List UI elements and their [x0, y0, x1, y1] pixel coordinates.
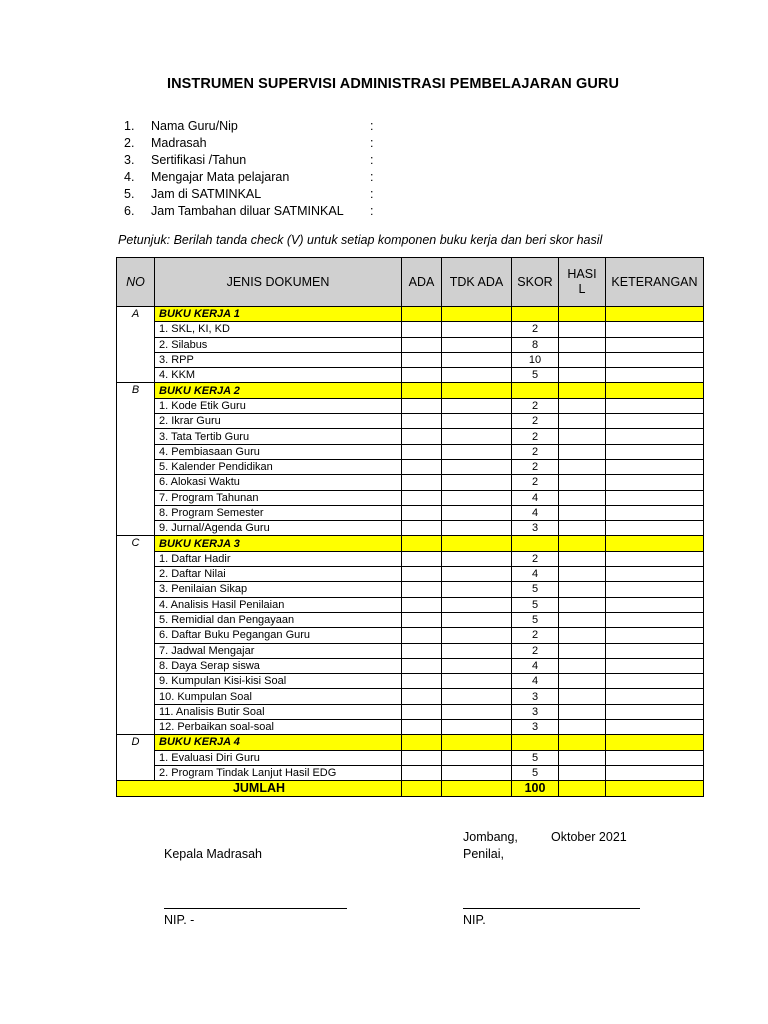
ada-cell: [402, 674, 442, 689]
head-of-madrasah-label: Kepala Madrasah: [164, 847, 262, 861]
keterangan-cell: [606, 567, 704, 582]
ada-cell: [402, 612, 442, 627]
skor-cell: 5: [512, 368, 559, 383]
table-header-row: [117, 258, 704, 307]
total-row: [117, 781, 704, 796]
tdk-ada-cell: [442, 383, 512, 398]
hasil-cell: [559, 352, 606, 367]
info-label: Nama Guru/Nip: [151, 119, 238, 133]
skor-cell: [512, 735, 559, 750]
info-row: [124, 203, 424, 220]
document-name: 4. Pembiasaan Guru: [155, 444, 402, 459]
tdk-ada-cell: [442, 720, 512, 735]
document-name: 5. Remidial dan Pengayaan: [155, 612, 402, 627]
document-name: 9. Jurnal/Agenda Guru: [155, 521, 402, 536]
document-name: 10. Kumpulan Soal: [155, 689, 402, 704]
hasil-cell: [559, 322, 606, 337]
skor-cell: 4: [512, 567, 559, 582]
tdk-ada-cell: [442, 551, 512, 566]
hasil-cell: [559, 383, 606, 398]
keterangan-cell: [606, 337, 704, 352]
section-row: [117, 536, 704, 551]
hasil-cell: [559, 536, 606, 551]
keterangan-cell: [606, 444, 704, 459]
ada-cell: [402, 720, 442, 735]
table-row: [117, 368, 704, 383]
ada-cell: [402, 567, 442, 582]
info-number: 1.: [124, 119, 135, 133]
hasil-cell: [559, 765, 606, 780]
info-number: 5.: [124, 187, 135, 201]
table-row: [117, 322, 704, 337]
skor-cell: 5: [512, 765, 559, 780]
keterangan-cell: [606, 643, 704, 658]
keterangan-cell: [606, 475, 704, 490]
info-label: Madrasah: [151, 136, 207, 150]
keterangan-cell: [606, 429, 704, 444]
ada-cell: [402, 781, 442, 796]
ada-cell: [402, 414, 442, 429]
hasil-cell: [559, 567, 606, 582]
skor-cell: 10: [512, 352, 559, 367]
skor-cell: 4: [512, 658, 559, 673]
tdk-ada-cell: [442, 658, 512, 673]
skor-cell: 3: [512, 689, 559, 704]
table-row: [117, 337, 704, 352]
keterangan-cell: [606, 765, 704, 780]
skor-cell: [512, 383, 559, 398]
skor-cell: 4: [512, 490, 559, 505]
document-name: 3. Tata Tertib Guru: [155, 429, 402, 444]
hasil-cell: [559, 444, 606, 459]
skor-cell: 4: [512, 505, 559, 520]
skor-cell: 4: [512, 674, 559, 689]
assessor-label: Penilai,: [463, 847, 504, 861]
skor-cell: 3: [512, 720, 559, 735]
info-row: [124, 152, 424, 169]
ada-cell: [402, 536, 442, 551]
document-name: 3. RPP: [155, 352, 402, 367]
info-number: 2.: [124, 136, 135, 150]
info-row: [124, 169, 424, 186]
hasil-cell: [559, 781, 606, 796]
tdk-ada-cell: [442, 368, 512, 383]
ada-cell: [402, 505, 442, 520]
table-row: [117, 689, 704, 704]
ada-cell: [402, 429, 442, 444]
document-name: 6. Daftar Buku Pegangan Guru: [155, 628, 402, 643]
ada-cell: [402, 444, 442, 459]
keterangan-cell: [606, 781, 704, 796]
table-row: [117, 597, 704, 612]
header-ada: ADA: [402, 258, 442, 307]
table-row: [117, 352, 704, 367]
document-name: 1. Kode Etik Guru: [155, 398, 402, 413]
tdk-ada-cell: [442, 689, 512, 704]
tdk-ada-cell: [442, 337, 512, 352]
table-row: [117, 444, 704, 459]
hasil-cell: [559, 398, 606, 413]
tdk-ada-cell: [442, 521, 512, 536]
table-row: [117, 750, 704, 765]
ada-cell: [402, 735, 442, 750]
table-row: [117, 429, 704, 444]
skor-cell: 2: [512, 475, 559, 490]
document-name: 3. Penilaian Sikap: [155, 582, 402, 597]
ada-cell: [402, 459, 442, 474]
tdk-ada-cell: [442, 674, 512, 689]
keterangan-cell: [606, 505, 704, 520]
document-name: 4. KKM: [155, 368, 402, 383]
document-name: 7. Program Tahunan: [155, 490, 402, 505]
tdk-ada-cell: [442, 307, 512, 322]
ada-cell: [402, 704, 442, 719]
tdk-ada-cell: [442, 444, 512, 459]
ada-cell: [402, 628, 442, 643]
skor-cell: 5: [512, 582, 559, 597]
supervision-table: [116, 257, 704, 797]
hasil-cell: [559, 750, 606, 765]
ada-cell: [402, 551, 442, 566]
skor-cell: 3: [512, 704, 559, 719]
info-colon: :: [370, 170, 374, 184]
table-row: [117, 490, 704, 505]
hasil-cell: [559, 505, 606, 520]
document-title: INSTRUMEN SUPERVISI ADMINISTRASI PEMBELAJARAN GURU: [166, 76, 620, 92]
header-hasil: HASI L: [559, 258, 606, 307]
keterangan-cell: [606, 750, 704, 765]
skor-cell: 2: [512, 414, 559, 429]
section-letter: D: [117, 735, 155, 781]
head-nip: NIP. -: [164, 913, 195, 927]
table-row: [117, 567, 704, 582]
skor-cell: 5: [512, 750, 559, 765]
info-colon: :: [370, 136, 374, 150]
keterangan-cell: [606, 368, 704, 383]
section-title: BUKU KERJA 2: [155, 383, 402, 398]
keterangan-cell: [606, 720, 704, 735]
keterangan-cell: [606, 414, 704, 429]
section-row: [117, 383, 704, 398]
hasil-cell: [559, 720, 606, 735]
document-name: 12. Perbaikan soal-soal: [155, 720, 402, 735]
skor-cell: 2: [512, 551, 559, 566]
document-name: 6. Alokasi Waktu: [155, 475, 402, 490]
hasil-cell: [559, 643, 606, 658]
skor-cell: 2: [512, 628, 559, 643]
section-row: [117, 735, 704, 750]
ada-cell: [402, 322, 442, 337]
info-colon: :: [370, 204, 374, 218]
signature-date: Oktober 2021: [551, 830, 627, 844]
table-row: [117, 704, 704, 719]
section-title: BUKU KERJA 4: [155, 735, 402, 750]
ada-cell: [402, 337, 442, 352]
keterangan-cell: [606, 628, 704, 643]
keterangan-cell: [606, 490, 704, 505]
total-label: JUMLAH: [117, 781, 402, 796]
document-name: 11. Analisis Butir Soal: [155, 704, 402, 719]
info-number: 3.: [124, 153, 135, 167]
keterangan-cell: [606, 536, 704, 551]
table-row: [117, 398, 704, 413]
keterangan-cell: [606, 521, 704, 536]
table-row: [117, 658, 704, 673]
tdk-ada-cell: [442, 750, 512, 765]
skor-cell: 2: [512, 444, 559, 459]
info-row: [124, 186, 424, 203]
table-row: [117, 612, 704, 627]
table-row: [117, 551, 704, 566]
keterangan-cell: [606, 352, 704, 367]
info-number: 4.: [124, 170, 135, 184]
ada-cell: [402, 750, 442, 765]
tdk-ada-cell: [442, 597, 512, 612]
hasil-cell: [559, 689, 606, 704]
skor-cell: [512, 307, 559, 322]
tdk-ada-cell: [442, 490, 512, 505]
info-label: Sertifikasi /Tahun: [151, 153, 247, 167]
ada-cell: [402, 490, 442, 505]
hasil-cell: [559, 414, 606, 429]
table-row: [117, 521, 704, 536]
info-row: [124, 118, 424, 135]
assessor-nip: NIP.: [463, 913, 486, 927]
skor-cell: 2: [512, 429, 559, 444]
section-letter: A: [117, 307, 155, 383]
info-colon: :: [370, 119, 374, 133]
document-name: 2. Silabus: [155, 337, 402, 352]
document-name: 2. Program Tindak Lanjut Hasil EDG: [155, 765, 402, 780]
teacher-info-list: [124, 118, 424, 220]
hasil-cell: [559, 490, 606, 505]
skor-cell: 2: [512, 322, 559, 337]
ada-cell: [402, 643, 442, 658]
ada-cell: [402, 368, 442, 383]
document-name: 8. Program Semester: [155, 505, 402, 520]
tdk-ada-cell: [442, 704, 512, 719]
table-row: [117, 628, 704, 643]
hasil-cell: [559, 597, 606, 612]
hasil-cell: [559, 307, 606, 322]
tdk-ada-cell: [442, 398, 512, 413]
table-row: [117, 765, 704, 780]
hasil-cell: [559, 551, 606, 566]
document-name: 1. SKL, KI, KD: [155, 322, 402, 337]
tdk-ada-cell: [442, 322, 512, 337]
hasil-cell: [559, 658, 606, 673]
info-label: Mengajar Mata pelajaran: [151, 170, 290, 184]
document-name: 4. Analisis Hasil Penilaian: [155, 597, 402, 612]
section-title: BUKU KERJA 3: [155, 536, 402, 551]
head-signature-line: [164, 908, 347, 909]
instructions-text: Petunjuk: Berilah tanda check (V) untuk setiap komponen buku kerja dan beri skor hasil: [118, 233, 603, 247]
table-row: [117, 505, 704, 520]
hasil-cell: [559, 429, 606, 444]
section-letter: C: [117, 536, 155, 735]
tdk-ada-cell: [442, 567, 512, 582]
document-name: 1. Daftar Hadir: [155, 551, 402, 566]
table-row: [117, 643, 704, 658]
hasil-cell: [559, 628, 606, 643]
signature-place: Jombang,: [463, 830, 518, 844]
skor-cell: 2: [512, 643, 559, 658]
tdk-ada-cell: [442, 781, 512, 796]
table-row: [117, 582, 704, 597]
hasil-cell: [559, 475, 606, 490]
table-row: [117, 720, 704, 735]
keterangan-cell: [606, 582, 704, 597]
ada-cell: [402, 658, 442, 673]
skor-cell: 2: [512, 398, 559, 413]
keterangan-cell: [606, 551, 704, 566]
tdk-ada-cell: [442, 643, 512, 658]
hasil-cell: [559, 459, 606, 474]
ada-cell: [402, 689, 442, 704]
skor-cell: 5: [512, 612, 559, 627]
tdk-ada-cell: [442, 459, 512, 474]
document-name: 8. Daya Serap siswa: [155, 658, 402, 673]
info-number: 6.: [124, 204, 135, 218]
document-name: 9. Kumpulan Kisi-kisi Soal: [155, 674, 402, 689]
skor-cell: [512, 536, 559, 551]
keterangan-cell: [606, 322, 704, 337]
ada-cell: [402, 307, 442, 322]
ada-cell: [402, 352, 442, 367]
assessor-signature-line: [463, 908, 640, 909]
info-label: Jam Tambahan diluar SATMINKAL: [151, 204, 344, 218]
keterangan-cell: [606, 735, 704, 750]
header-no: NO: [117, 258, 155, 307]
hasil-cell: [559, 521, 606, 536]
table-row: [117, 475, 704, 490]
document-name: 5. Kalender Pendidikan: [155, 459, 402, 474]
hasil-cell: [559, 704, 606, 719]
ada-cell: [402, 383, 442, 398]
header-skor: SKOR: [512, 258, 559, 307]
hasil-cell: [559, 368, 606, 383]
keterangan-cell: [606, 612, 704, 627]
keterangan-cell: [606, 459, 704, 474]
ada-cell: [402, 398, 442, 413]
skor-cell: 2: [512, 459, 559, 474]
ada-cell: [402, 521, 442, 536]
keterangan-cell: [606, 704, 704, 719]
hasil-cell: [559, 735, 606, 750]
keterangan-cell: [606, 383, 704, 398]
info-label: Jam di SATMINKAL: [151, 187, 262, 201]
document-name: 7. Jadwal Mengajar: [155, 643, 402, 658]
table-row: [117, 459, 704, 474]
hasil-cell: [559, 674, 606, 689]
skor-cell: 5: [512, 597, 559, 612]
tdk-ada-cell: [442, 536, 512, 551]
keterangan-cell: [606, 674, 704, 689]
header-keterangan: KETERANGAN: [606, 258, 704, 307]
table-row: [117, 674, 704, 689]
tdk-ada-cell: [442, 735, 512, 750]
keterangan-cell: [606, 658, 704, 673]
skor-cell: 3: [512, 521, 559, 536]
document-name: 2. Ikrar Guru: [155, 414, 402, 429]
skor-cell: 8: [512, 337, 559, 352]
tdk-ada-cell: [442, 612, 512, 627]
ada-cell: [402, 765, 442, 780]
keterangan-cell: [606, 307, 704, 322]
total-skor: 100: [512, 781, 559, 796]
ada-cell: [402, 475, 442, 490]
header-document-type: JENIS DOKUMEN: [155, 258, 402, 307]
table-row: [117, 414, 704, 429]
tdk-ada-cell: [442, 429, 512, 444]
header-tdk-ada: TDK ADA: [442, 258, 512, 307]
hasil-cell: [559, 612, 606, 627]
tdk-ada-cell: [442, 505, 512, 520]
section-title: BUKU KERJA 1: [155, 307, 402, 322]
tdk-ada-cell: [442, 628, 512, 643]
tdk-ada-cell: [442, 414, 512, 429]
tdk-ada-cell: [442, 582, 512, 597]
keterangan-cell: [606, 398, 704, 413]
tdk-ada-cell: [442, 352, 512, 367]
info-row: [124, 135, 424, 152]
tdk-ada-cell: [442, 475, 512, 490]
info-colon: :: [370, 187, 374, 201]
keterangan-cell: [606, 597, 704, 612]
hasil-cell: [559, 582, 606, 597]
info-colon: :: [370, 153, 374, 167]
section-letter: B: [117, 383, 155, 536]
document-name: 2. Daftar Nilai: [155, 567, 402, 582]
ada-cell: [402, 597, 442, 612]
section-row: [117, 307, 704, 322]
keterangan-cell: [606, 689, 704, 704]
document-name: 1. Evaluasi Diri Guru: [155, 750, 402, 765]
ada-cell: [402, 582, 442, 597]
hasil-cell: [559, 337, 606, 352]
tdk-ada-cell: [442, 765, 512, 780]
